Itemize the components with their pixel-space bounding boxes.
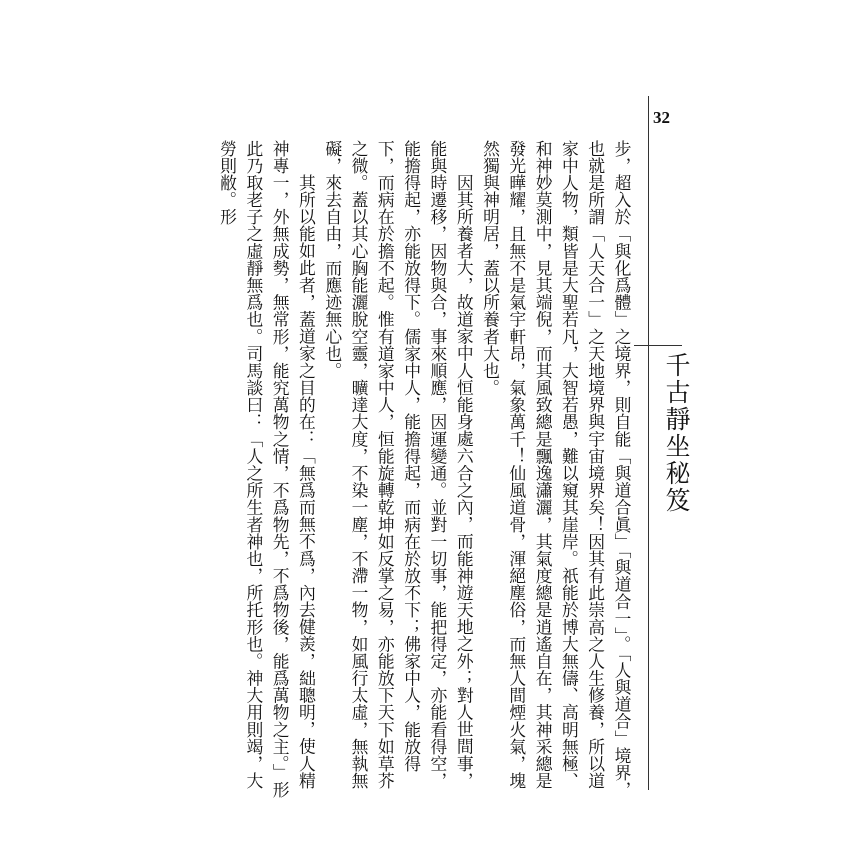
paragraph: 其所以能如此者，蓋道家之目的在：「無爲而無不爲，內去健羨，絀聰明，使人精神專一，外無成勢，無常形，能究萬物之情，不爲物先，不爲物後，能爲萬物之主。」形此乃取老子之虛靜無爲也。司馬談曰：「人之所生者神也，所托形也。神大用則竭，大勞則敝。形 [217, 140, 317, 799]
paragraph: 步，超入於「與化爲體」之境界，則自能「與道合眞」「與道合一」。「人與道合」境界，也就是所謂「人天合一」之天地境界與宇宙境界矣！因其有此崇高之人生修養，所以道家中人物，類皆是大聖若凡，大智若愚，難以窺其崖岸。祇能於博大無儔、高明無極、和神妙莫測中，見其端倪，而其風致總是飄逸瀟灑，其氣度總是逍遙自在，其神采總是發光曄耀，且無不是氣宇軒昂，氣象萬千！仙風道骨，渾絕塵俗，而無人間煙火氣，塊然獨與神明居，蓋以所養者大也。 [480, 140, 632, 799]
header-vertical-rule [648, 96, 649, 790]
paragraph: 因其所養者大，故道家中人恒能身處六合之內，而能神遊天地之外；對人世間事，能與時遷移，因物與合，事來順應，因運變通。並對一切事，能把得定，亦能看得空，能擔得起，亦能放得下。儒家中人，能擔得起，而病在於放不下；佛家中人，能放得下，而病在於擔不起。惟有道家中人，恒能旋轉乾坤如反掌之易，亦能放下天下如草芥之微。蓋以其心胸能灑脫空靈，曠達大度，不染一塵，不滯一物，如風行太虛，無執無礙，來去自由，而應迹無心也。 [322, 140, 475, 790]
body-text [217, 140, 635, 800]
page-number: 32 [653, 108, 670, 127]
running-title: 千古靜坐秘笈 [662, 352, 691, 514]
header-horizontal-rule [634, 345, 682, 346]
